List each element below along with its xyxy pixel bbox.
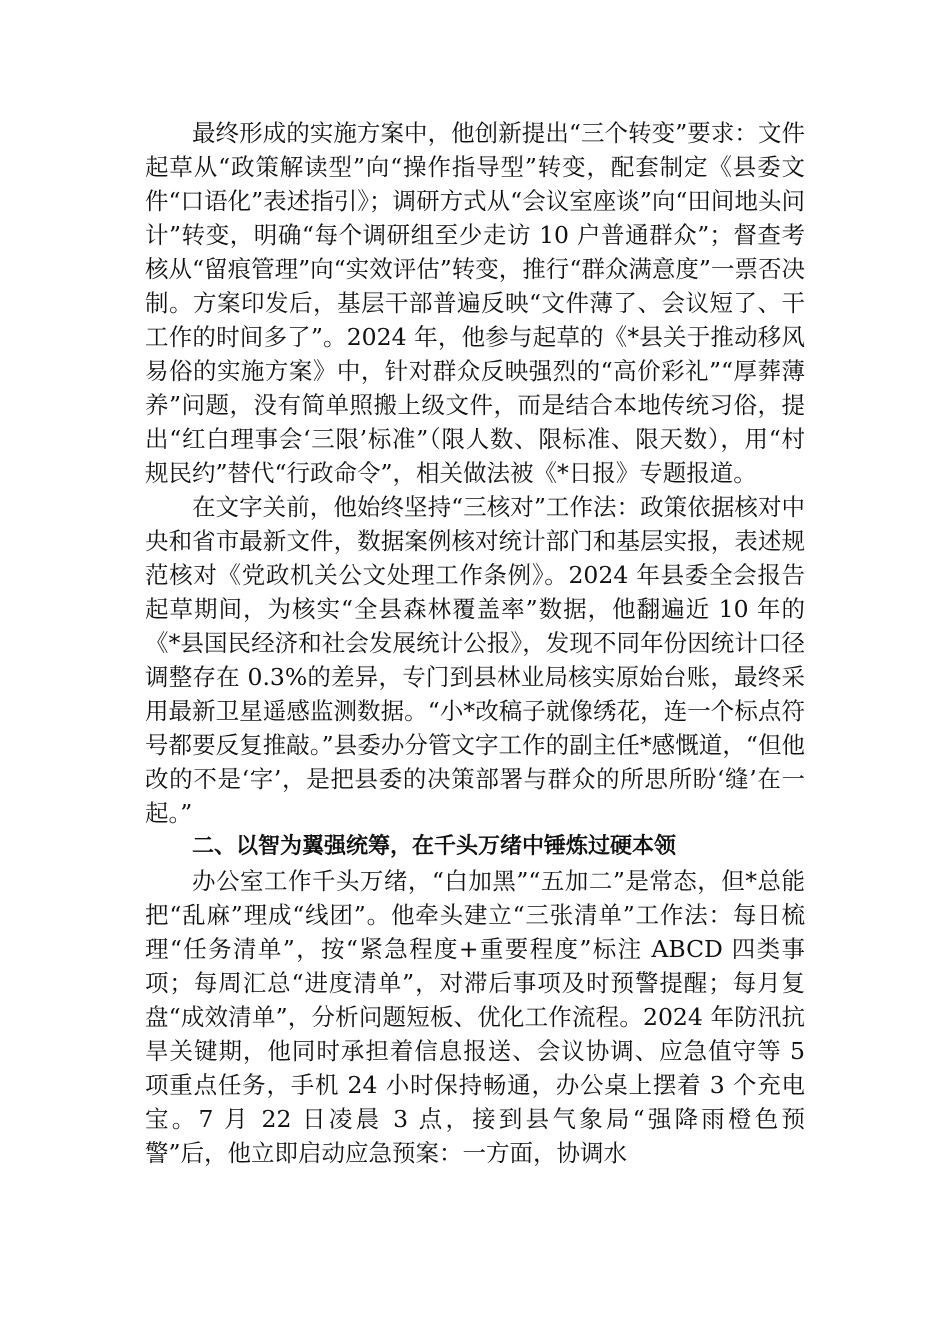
body-paragraph-2: 在文字关前，他始终坚持“三核对”工作法：政策依据核对中央和省市最新文件，数据案例核对统计部门和基层实报，表述规范核对《党政机关公文处理工作条例》。2024 年县委全会报告起草期间，为核实“全县森林覆盖率”数据，他翻遍近 10 年的《*县国民经济和社会发展统计公报》，发现不同年份因统计口径调整存在 0.3%的差异，专门到县林业局核实原始台账，最终采用最新卫星遥感监测数据。“小*改稿子就像绣花，连一个标点符号都要反复推敲。”县委办分管文字工作的副主任*感慨道，“但他改的不是‘字’，是把县委的决策部署与群众的所思所盼‘缝’在一起。” — [145, 493, 805, 827]
body-paragraph-3: 办公室工作千头万绪，“白加黑”“五加二”是常态，但*总能把“乱麻”理成“线团”。他牵头建立“三张清单”工作法：每日梳理“任务清单”，按“紧急程度+重要程度”标注 ABCD 四类事项；每周汇总“进度清单”，对滞后事项及时预警提醒；每月复盘“成效清单”，分析问题短板、优化工作流程。2024 年防汛抗旱关键期，他同时承担着信息报送、会议协调、应急值守等 5 项重点任务，手机 24 小时保持畅通，办公桌上摆着 3 个充电宝。7 月 22 日凌晨 3 点，接到县气象局“强降雨橙色预警”后，他立即启动应急预案：一方面，协调水 — [145, 867, 805, 1167]
section-heading: 二、以智为翼强统筹，在千头万绪中锤炼过硬本领 — [192, 834, 677, 859]
body-paragraph-1: 最终形成的实施方案中，他创新提出“三个转变”要求：文件起草从“政策解读型”向“操作指导型”转变，配套制定《县委文件“口语化”表述指引》；调研方式从“会议室座谈”向“田间地头问计”转变，明确“每个调研组至少走访 10 户普通群众”；督查考核从“留痕管理”向“实效评估”转变，推行“群众满意度”一票否决制。方案印发后，基层干部普遍反映“文件薄了、会议短了、干工作的时间多了”。2024 年，他参与起草的《*县关于推动移风易俗的实施方案》中，针对群众反映强烈的“高价彩礼”“厚葬薄养”问题，没有简单照搬上级文件，而是结合本地传统习俗，提出“红白理事会‘三限’标准”（限人数、限标准、限天数），用“村规民约”替代“行政命令”，相关做法被《*日报》专题报道。 — [145, 119, 805, 487]
document-body — [145, 116, 805, 1170]
